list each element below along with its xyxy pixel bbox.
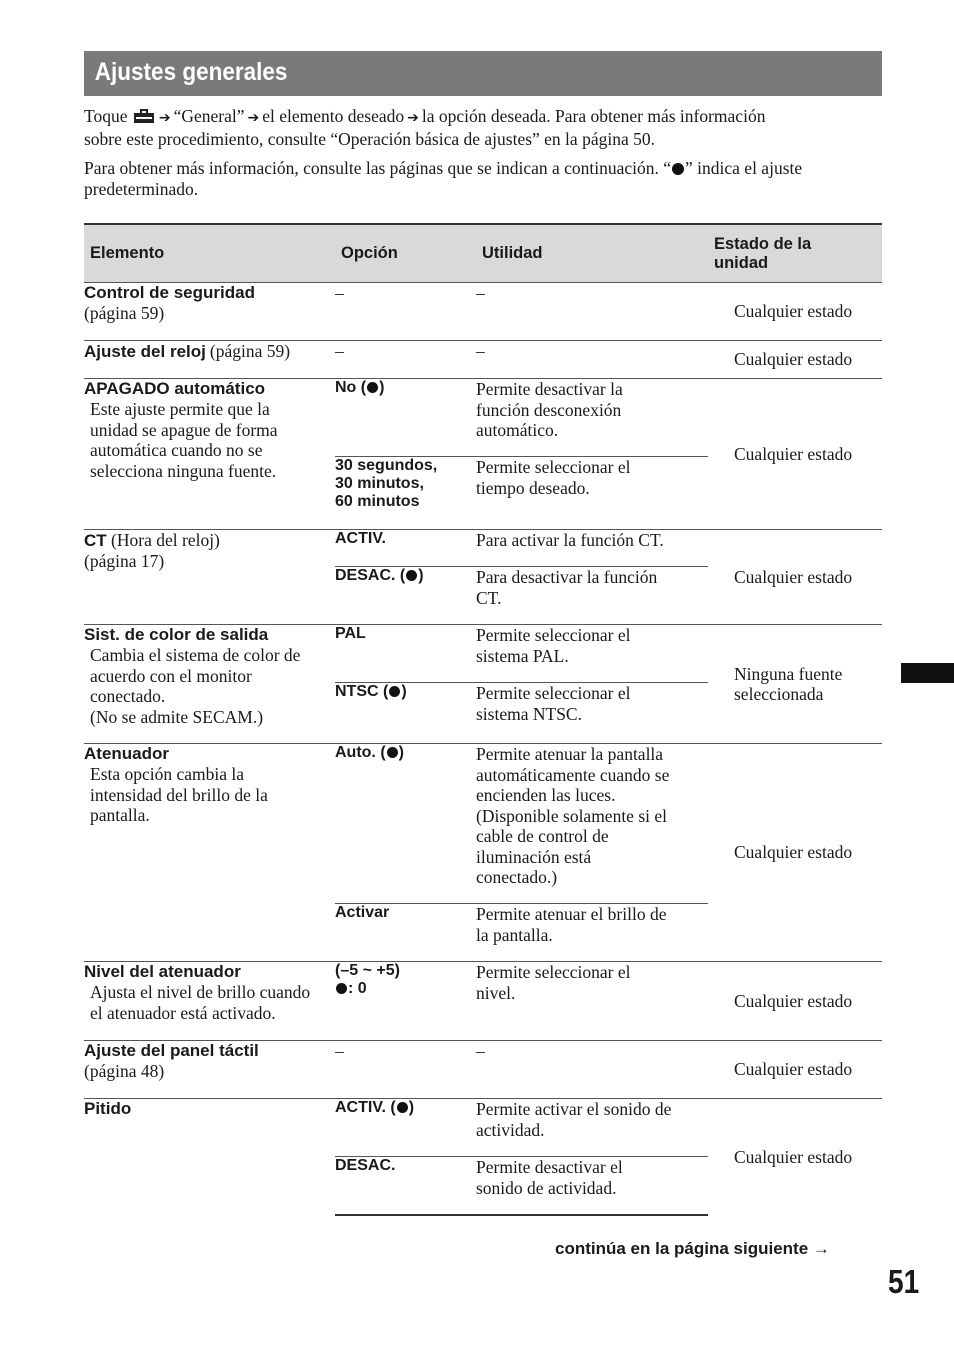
intro-paragraph-1	[84, 106, 884, 149]
table-row	[84, 341, 882, 379]
table-row	[84, 744, 882, 904]
option-dash: –	[335, 283, 344, 303]
settings-table	[84, 223, 882, 1216]
element-name: Control de seguridad	[84, 283, 255, 302]
intro-text: ” indica el ajuste	[685, 158, 803, 178]
header-elemento: Elemento	[84, 224, 335, 283]
option-cell: 30 segundos, 30 minutos, 60 minutos	[335, 457, 476, 530]
option-cell: ACTIV.	[335, 530, 476, 567]
toolbox-icon	[134, 109, 154, 123]
table-row	[84, 625, 882, 683]
element-name: Atenuador	[84, 744, 169, 763]
state-cell: Cualquier estado	[708, 744, 882, 962]
default-dot-icon	[387, 747, 398, 758]
element-name: APAGADO automático	[84, 379, 266, 398]
utility-cell: Permite seleccionar el sistema PAL.	[476, 625, 708, 683]
element-name: Ajuste del reloj	[84, 342, 206, 361]
table-row	[84, 283, 882, 341]
section-title: Ajustes generales	[94, 58, 288, 86]
state-cell: Cualquier estado	[708, 1099, 882, 1215]
page-ref: (página 59)	[84, 303, 165, 323]
default-dot-icon	[367, 382, 378, 393]
utility-cell: Permite desactivar la función desconexión automático.	[476, 379, 708, 457]
state-cell: Cualquier estado	[708, 530, 882, 625]
default-dot-icon	[406, 570, 417, 581]
default-dot-icon	[389, 686, 400, 697]
default-dot-icon	[397, 1102, 408, 1113]
state-cell: Cualquier estado	[708, 379, 882, 530]
utility-cell: Permite atenuar la pantalla automáticamente cuando se encienden las luces. (Disponible solamente si el cable de control de iluminación está conectado.)	[476, 744, 708, 904]
utility-dash: –	[476, 1041, 485, 1061]
intro-text: la opción deseada. Para obtener más información	[421, 106, 766, 126]
intro-text: sobre este procedimiento, consulte “Operación básica de ajustes” en la página 50.	[84, 128, 655, 149]
state-cell: Cualquier estado	[708, 1041, 882, 1099]
utility-cell: Para desactivar la función CT.	[476, 567, 708, 625]
intro-text: “General”	[173, 106, 245, 126]
utility-cell: Permite seleccionar el sistema NTSC.	[476, 683, 708, 744]
utility-dash: –	[476, 283, 485, 303]
utility-cell: Permite activar el sonido de actividad.	[476, 1099, 708, 1157]
utility-cell: Permite seleccionar el tiempo deseado.	[476, 457, 708, 530]
arrow-right-icon: ➔	[158, 110, 171, 126]
continues-next-page: continúa en la página siguiente →	[555, 1239, 830, 1258]
header-opcion: Opción	[335, 224, 476, 283]
utility-dash: –	[476, 341, 485, 361]
element-name: Nivel del atenuador	[84, 962, 241, 981]
arrow-right-icon: ➔	[247, 110, 260, 126]
utility-cell: Para activar la función CT.	[476, 530, 708, 567]
option-cell: DESAC.	[335, 1157, 476, 1215]
table-row	[84, 1041, 882, 1099]
header-utilidad: Utilidad	[476, 224, 708, 283]
state-cell: Cualquier estado	[708, 283, 882, 341]
table-row	[84, 962, 882, 1041]
option-cell: PAL	[335, 625, 476, 683]
element-name: Pitido	[84, 1099, 132, 1118]
utility-cell: Permite atenuar el brillo de la pantalla.	[476, 904, 708, 962]
state-cell: Cualquier estado	[708, 341, 882, 379]
element-name: CT	[84, 531, 107, 550]
default-dot-icon	[336, 983, 347, 994]
section-title-bar	[84, 51, 882, 96]
header-estado: Estado de la unidad	[708, 224, 882, 283]
element-name: Sist. de color de salida	[84, 625, 269, 644]
utility-cell: Permite desactivar el sonido de actividad.	[476, 1157, 708, 1215]
element-extra: (Hora del reloj)	[111, 530, 220, 550]
side-thumb-tab	[901, 663, 954, 683]
utility-cell: Permite seleccionar el nivel.	[476, 962, 708, 1041]
table-row	[84, 1099, 882, 1157]
option-cell: Activar	[335, 904, 476, 962]
state-cell: Cualquier estado	[708, 962, 882, 1041]
element-description: Cambia el sistema de color de acuerdo con el monitor conectado. (No se admite SECAM.)	[90, 645, 301, 727]
page-number: 51	[888, 1263, 920, 1300]
intro-paragraph-2	[84, 158, 884, 199]
page-ref: (página 59)	[209, 341, 291, 361]
page-ref: (página 17)	[84, 551, 165, 571]
default-dot-icon	[672, 163, 684, 175]
element-name: Ajuste del panel táctil	[84, 1041, 259, 1060]
intro-text: el elemento deseado	[262, 106, 405, 126]
arrow-right-icon: ➔	[407, 110, 419, 126]
table-row	[84, 530, 882, 567]
element-description: Este ajuste permite que la unidad se apague de forma automática cuando no se selecciona ninguna fuente.	[90, 399, 278, 481]
option-cell: DESAC. ( )	[335, 567, 476, 625]
option-cell: ACTIV. ( )	[335, 1099, 476, 1157]
state-cell: Ninguna fuente seleccionada	[708, 625, 882, 744]
intro-text: Para obtener más información, consulte las páginas que se indican a continuación. “	[84, 158, 672, 178]
element-description: Ajusta el nivel de brillo cuando el atenuador está activado.	[90, 982, 311, 1023]
table-row	[84, 379, 882, 457]
option-dash: –	[335, 1041, 344, 1061]
option-dash: –	[335, 341, 344, 361]
option-cell: NTSC ( )	[335, 683, 476, 744]
option-cell: (–5 ~ +5) : 0	[335, 962, 476, 1041]
option-cell: No ( )	[335, 379, 476, 457]
table-header-row	[84, 224, 882, 283]
page-ref: (página 48)	[84, 1061, 165, 1081]
option-cell: Auto. ( )	[335, 744, 476, 904]
intro-text: Toque	[84, 106, 128, 126]
element-description: Esta opción cambia la intensidad del brillo de la pantalla.	[90, 764, 268, 825]
intro-text: predeterminado.	[84, 178, 199, 199]
